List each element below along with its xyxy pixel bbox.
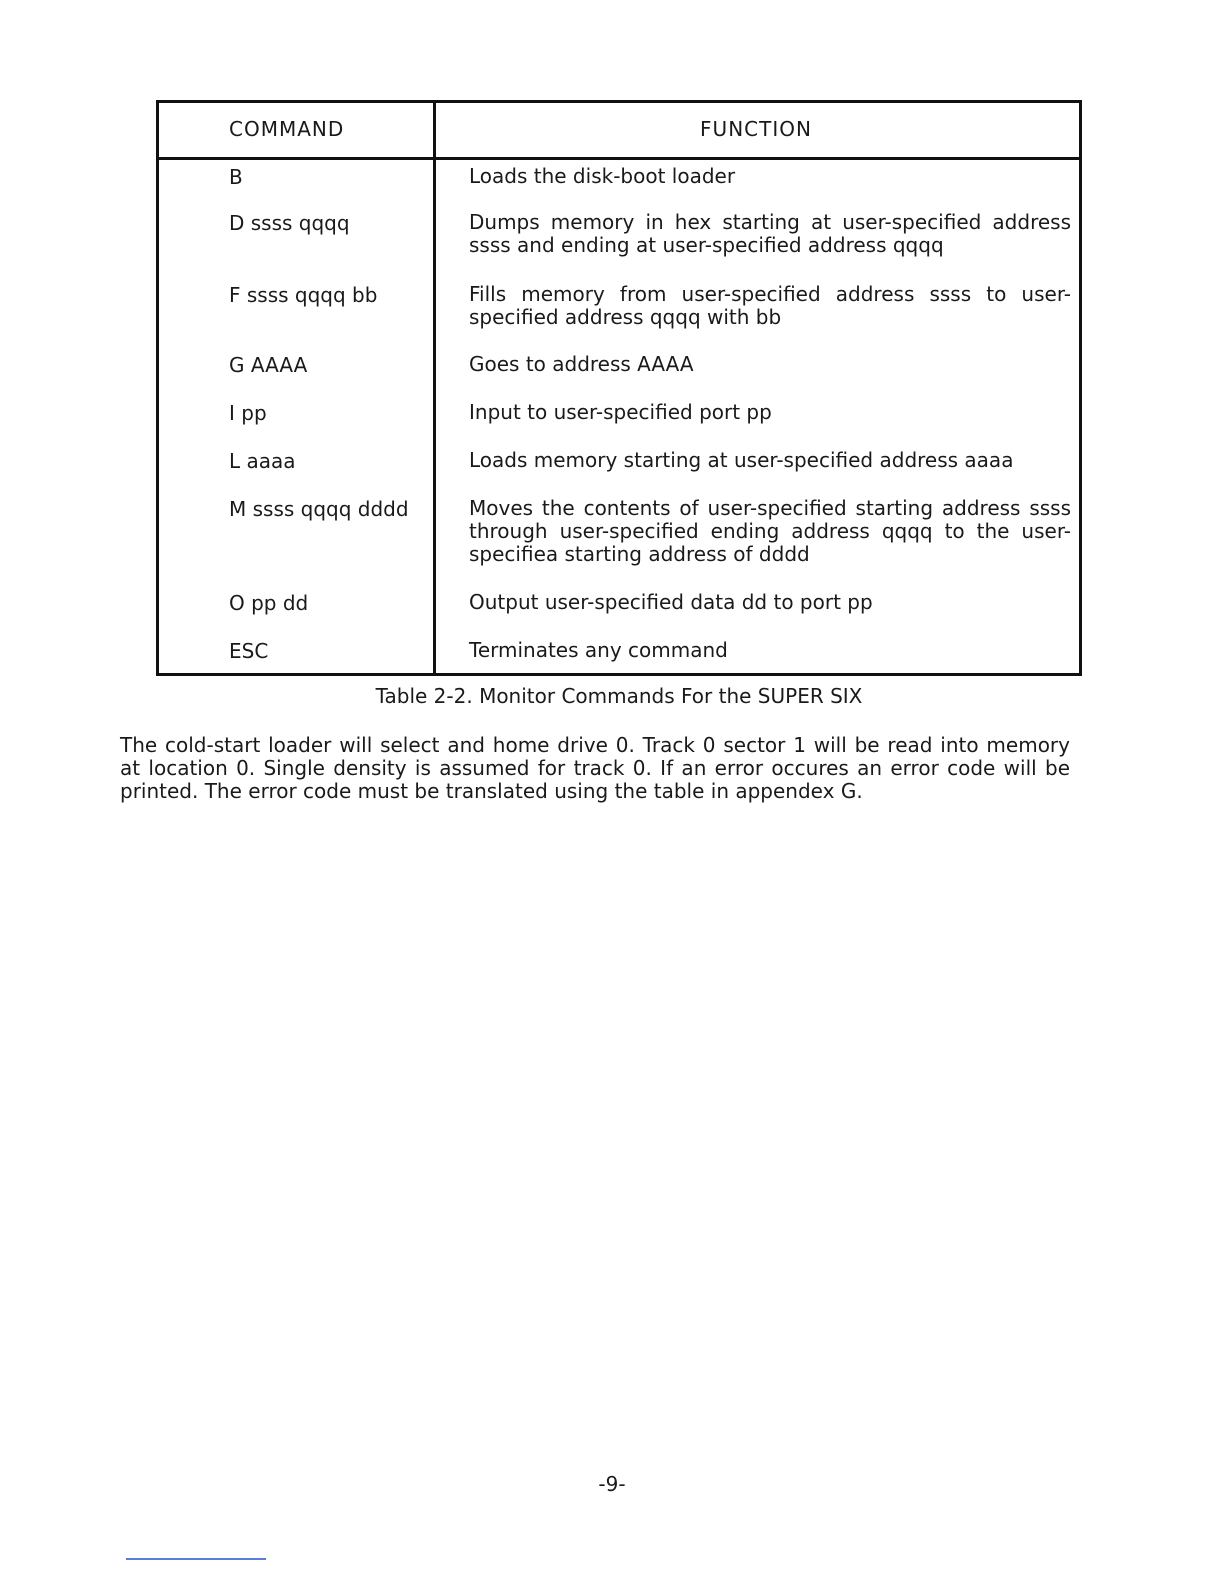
function-cell: Fills memory from user-specified address ssss to user-specified address qqqq with bb <box>469 282 1071 329</box>
command-cell: B <box>229 165 243 189</box>
header-function: FUNCTION <box>700 117 812 141</box>
function-cell: Terminates any command <box>469 638 728 662</box>
monitor-commands-table <box>156 100 1082 676</box>
command-cell: M ssss qqqq dddd <box>229 497 409 521</box>
column-divider <box>433 103 436 673</box>
command-cell: L aaaa <box>229 449 296 473</box>
body-paragraph: The cold-start loader will select and home drive 0. Track 0 sector 1 will be read into memory at location 0. Single density is assumed for track 0. If an error occures an error code will be printed. The error code must be translated using the table in appendex G. <box>120 733 1070 803</box>
command-cell: D ssss qqqq <box>229 211 350 235</box>
command-cell: G AAAA <box>229 353 308 377</box>
function-cell: Input to user-specified port pp <box>469 400 772 424</box>
header-divider <box>159 157 1079 160</box>
function-cell: Dumps memory in hex starting at user-specified address ssss and ending at user-specified address qqqq <box>469 210 1071 257</box>
function-cell: Moves the contents of user-specified starting address ssss through user-specified ending address qqqq to the user-specifiea starting address of dddd <box>469 496 1071 566</box>
function-cell: Output user-specified data dd to port pp <box>469 590 873 614</box>
table-caption: Table 2-2. Monitor Commands For the SUPER SIX <box>375 684 863 708</box>
page-number: -9- <box>598 1472 626 1496</box>
header-command: COMMAND <box>229 117 345 141</box>
function-cell: Goes to address AAAA <box>469 352 694 376</box>
command-cell: ESC <box>229 639 269 663</box>
footer-rule <box>126 1558 266 1560</box>
command-cell: I pp <box>229 401 267 425</box>
function-cell: Loads the disk-boot loader <box>469 164 736 188</box>
command-cell: O pp dd <box>229 591 309 615</box>
function-cell: Loads memory starting at user-specified address aaaa <box>469 448 1014 472</box>
command-cell: F ssss qqqq bb <box>229 283 378 307</box>
